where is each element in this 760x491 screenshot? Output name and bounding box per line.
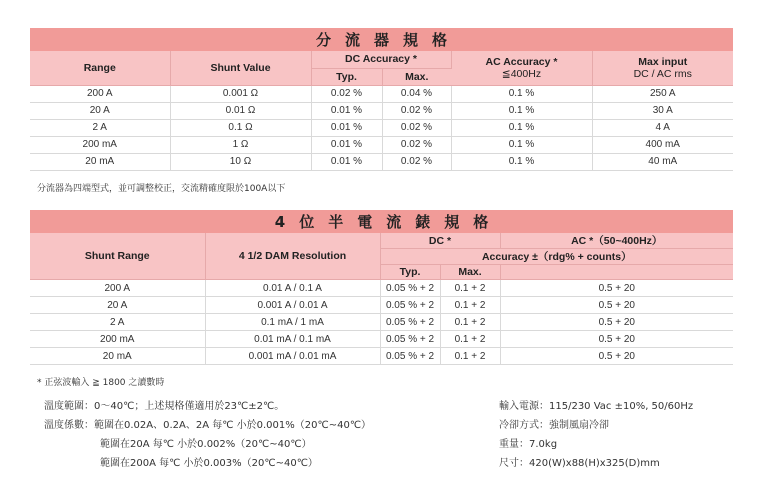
header-resolution: 4 1/2 DAM Resolution [205, 233, 380, 280]
header-max-input [592, 51, 733, 85]
table-row [30, 297, 733, 314]
header-ac-accuracy [451, 51, 592, 85]
meter-table-note: * 正弦波輸入 ≧ 1800 之讀數時 [37, 378, 165, 388]
cell-shunt: 0.001 Ω [170, 85, 311, 102]
cell-range: 2 A [30, 119, 170, 136]
cell-ac: 0.5 + 20 [500, 297, 733, 314]
table-row [30, 153, 733, 170]
spec-dimensions: 尺寸：420(W)x88(H)x325(D)mm [499, 458, 660, 469]
table-row [30, 85, 733, 102]
cell-typ: 0.05 % + 2 [380, 348, 440, 365]
cell-ac: 0.1 % [451, 119, 592, 136]
header-typ: Typ. [311, 68, 382, 85]
cell-typ: 0.05 % + 2 [380, 280, 440, 297]
cell-typ: 0.05 % + 2 [380, 314, 440, 331]
cell-resolution: 0.01 mA / 0.1 mA [205, 331, 380, 348]
header-shunt-range: Shunt Range [30, 233, 205, 280]
table-row [30, 348, 733, 365]
meter-spec-table [30, 210, 733, 365]
cell-max-input: 250 A [592, 85, 733, 102]
header-shunt-value: Shunt Value [170, 51, 311, 85]
cell-range: 2 A [30, 314, 205, 331]
header-max-input-label: Max input [638, 55, 688, 68]
cell-resolution: 0.1 mA / 1 mA [205, 314, 380, 331]
cell-max: 0.02 % [382, 136, 451, 153]
header-ac-freq: ≦400Hz [501, 67, 542, 80]
cell-max: 0.02 % [382, 119, 451, 136]
cell-max: 0.1 + 2 [440, 331, 500, 348]
cell-ac: 0.5 + 20 [500, 314, 733, 331]
meter-table-title: 4位半電流錶規格 [30, 210, 733, 233]
cell-ac: 0.1 % [451, 85, 592, 102]
header-max-input-sub: DC / AC rms [633, 67, 692, 80]
cell-range: 200 A [30, 280, 205, 297]
cell-range: 20 mA [30, 348, 205, 365]
cell-max: 0.02 % [382, 102, 451, 119]
shunt-spec-table [30, 28, 733, 171]
cell-max-input: 40 mA [592, 153, 733, 170]
shunt-table-title: 分流器規格 [30, 28, 733, 51]
spec-temperature-range: 溫度範圍：0～40℃；上述規格僅適用於23℃±2℃。 [44, 401, 285, 412]
cell-max-input: 30 A [592, 102, 733, 119]
header-ac: AC *（50~400Hz） [500, 233, 733, 249]
header-empty [500, 265, 733, 280]
cell-ac: 0.1 % [451, 153, 592, 170]
cell-ac: 0.1 % [451, 136, 592, 153]
cell-range: 20 A [30, 102, 170, 119]
header-typ: Typ. [380, 265, 440, 280]
cell-typ: 0.05 % + 2 [380, 331, 440, 348]
table-row [30, 119, 733, 136]
table-row [30, 314, 733, 331]
cell-max: 0.1 + 2 [440, 348, 500, 365]
table-row [30, 136, 733, 153]
cell-ac: 0.5 + 20 [500, 348, 733, 365]
cell-typ: 0.02 % [311, 85, 382, 102]
spec-cooling: 冷卻方式：強制風扇冷卻 [499, 420, 609, 431]
cell-range: 200 A [30, 85, 170, 102]
spec-temperature-coefficient-200a: 範圍在200A 每℃ 小於0.003%（20℃~40℃） [100, 458, 318, 469]
cell-max-input: 4 A [592, 119, 733, 136]
header-max: Max. [440, 265, 500, 280]
cell-max: 0.1 + 2 [440, 314, 500, 331]
cell-typ: 0.01 % [311, 102, 382, 119]
cell-resolution: 0.001 A / 0.01 A [205, 297, 380, 314]
cell-typ: 0.01 % [311, 119, 382, 136]
header-accuracy: Accuracy ±（rdg% + counts） [380, 249, 733, 265]
cell-resolution: 0.001 mA / 0.01 mA [205, 348, 380, 365]
table-row [30, 331, 733, 348]
shunt-table-note: 分流器為四端型式，並可調整校正，交流精確度限於100A以下 [37, 184, 286, 194]
cell-resolution: 0.01 A / 0.1 A [205, 280, 380, 297]
header-ac-accuracy-label: AC Accuracy * [485, 55, 558, 68]
cell-typ: 0.05 % + 2 [380, 297, 440, 314]
table-row [30, 280, 733, 297]
spec-temperature-coefficient: 溫度係數：範圍在0.02A、0.2A、2A 每℃ 小於0.001%（20℃~40℃） [44, 420, 372, 431]
header-dc: DC * [380, 233, 500, 249]
table-row [30, 102, 733, 119]
cell-range: 20 A [30, 297, 205, 314]
cell-max: 0.02 % [382, 153, 451, 170]
cell-range: 200 mA [30, 331, 205, 348]
spec-weight: 重量：7.0kg [499, 439, 558, 450]
header-range: Range [30, 51, 170, 85]
cell-max: 0.1 + 2 [440, 280, 500, 297]
cell-typ: 0.01 % [311, 136, 382, 153]
cell-max: 0.04 % [382, 85, 451, 102]
cell-ac: 0.5 + 20 [500, 280, 733, 297]
cell-typ: 0.01 % [311, 153, 382, 170]
cell-ac: 0.5 + 20 [500, 331, 733, 348]
header-max: Max. [382, 68, 451, 85]
cell-range: 200 mA [30, 136, 170, 153]
cell-max: 0.1 + 2 [440, 297, 500, 314]
cell-range: 20 mA [30, 153, 170, 170]
header-dc-accuracy: DC Accuracy * [311, 51, 451, 68]
spec-input-power: 輸入電源：115/230 Vac ±10%, 50/60Hz [499, 401, 694, 412]
spec-temperature-coefficient-20a: 範圍在20A 每℃ 小於0.002%（20℃~40℃） [100, 439, 312, 450]
cell-max-input: 400 mA [592, 136, 733, 153]
cell-ac: 0.1 % [451, 102, 592, 119]
cell-shunt: 1 Ω [170, 136, 311, 153]
cell-shunt: 0.01 Ω [170, 102, 311, 119]
cell-shunt: 0.1 Ω [170, 119, 311, 136]
cell-shunt: 10 Ω [170, 153, 311, 170]
